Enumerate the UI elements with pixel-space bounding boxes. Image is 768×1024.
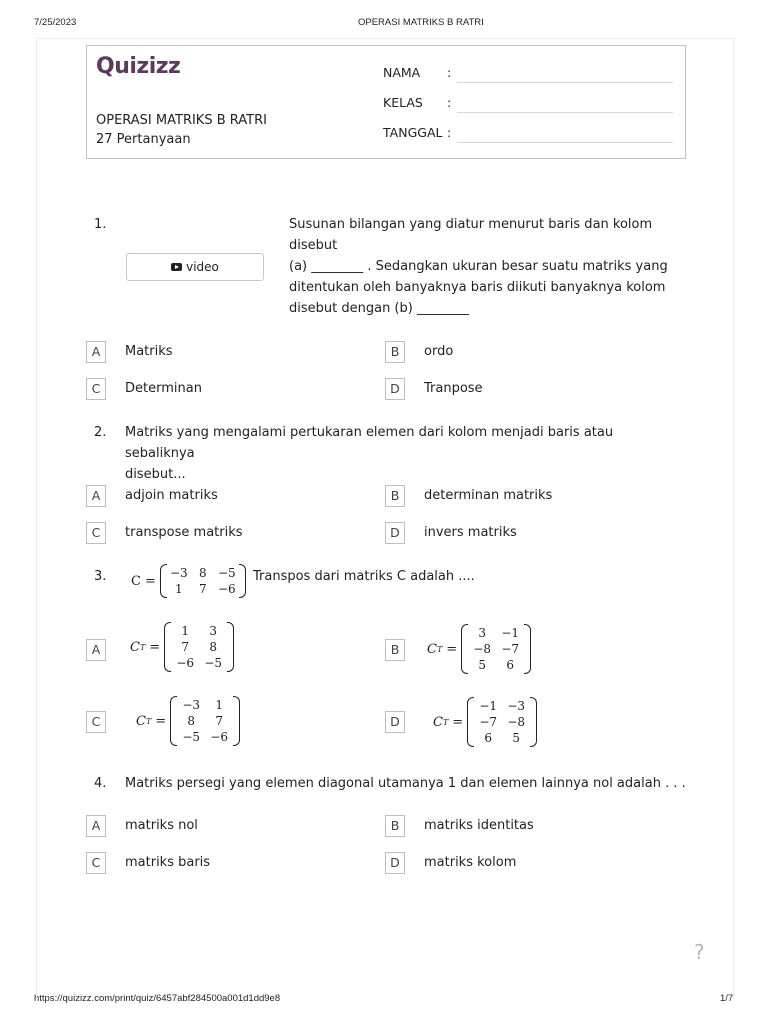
class-field: KELAS :: [383, 95, 452, 110]
name-line[interactable]: [457, 82, 673, 83]
quizizz-logo: Quizizz: [96, 54, 181, 79]
matrix-c-definition: C = −3 8 −5 1 7 −6: [131, 564, 246, 598]
option-letter: B: [385, 485, 405, 507]
video-label: video: [186, 260, 219, 274]
class-line[interactable]: [457, 112, 673, 113]
option-text[interactable]: matriks identitas: [424, 818, 534, 833]
option-letter: B: [385, 815, 405, 837]
question-text: Susunan bilangan yang diatur menurut baris dan kolom disebut (a) ________ . Sedangkan ukuran besar suatu matriks yang ditentukan oleh banyaknya baris diikuti banyaknya kolom disebut dengan (b) ________: [289, 217, 668, 316]
video-button[interactable]: [126, 253, 264, 281]
option-text[interactable]: Determinan: [125, 381, 202, 396]
print-page-number: 1/7: [720, 993, 734, 1004]
option-text[interactable]: Matriks: [125, 344, 173, 359]
option-text[interactable]: matriks nol: [125, 818, 198, 833]
option-text[interactable]: transpose matriks: [125, 525, 243, 540]
question-text: Matriks yang mengalami pertukaran elemen dari kolom menjadi baris atau sebaliknya disebut...: [125, 425, 614, 482]
option-text[interactable]: Tranpose: [424, 381, 483, 396]
option-matrix[interactable]: C T = −3 1 8 7 −5 −6: [136, 696, 240, 746]
print-date: 7/25/2023: [34, 17, 77, 28]
option-letter: D: [385, 852, 405, 874]
option-text[interactable]: determinan matriks: [424, 488, 553, 503]
print-url[interactable]: https://quizizz.com/print/quiz/6457abf284500a001d1dd9e8: [34, 993, 281, 1004]
option-matrix[interactable]: C T = 1 3 7 8 −6 −5: [130, 622, 234, 672]
date-field: TANGGAL :: [383, 125, 452, 140]
option-letter: D: [385, 378, 405, 400]
option-text[interactable]: matriks kolom: [424, 855, 517, 870]
option-letter: C: [86, 852, 106, 874]
question-text: Transpos dari matriks C adalah ....: [253, 569, 475, 584]
question-count: 27 Pertanyaan: [96, 132, 191, 147]
option-letter: A: [86, 639, 106, 661]
option-matrix[interactable]: C T = 3 −1 −8 −7 5 6: [427, 624, 531, 674]
option-letter: B: [385, 341, 405, 363]
option-text[interactable]: matriks baris: [125, 855, 211, 870]
option-text[interactable]: invers matriks: [424, 525, 517, 540]
option-text[interactable]: ordo: [424, 344, 454, 359]
option-letter: B: [385, 639, 405, 661]
option-letter: C: [86, 711, 106, 733]
name-field: NAMA :: [383, 65, 452, 80]
option-letter: A: [86, 485, 106, 507]
option-letter: D: [385, 711, 405, 733]
option-letter: A: [86, 341, 106, 363]
question-number: 4.: [94, 776, 107, 791]
option-letter: D: [385, 522, 405, 544]
quiz-header-box: [86, 45, 686, 159]
print-doc-title: OPERASI MATRIKS B RATRI: [358, 17, 484, 28]
option-matrix[interactable]: C T = −1 −3 −7 −8 6 5: [433, 697, 537, 747]
option-letter: C: [86, 522, 106, 544]
option-letter: A: [86, 815, 106, 837]
option-text[interactable]: adjoin matriks: [125, 488, 218, 503]
question-text: Matriks persegi yang elemen diagonal utamanya 1 dan elemen lainnya nol adalah . . .: [125, 776, 686, 791]
date-line[interactable]: [457, 142, 673, 143]
youtube-icon: [171, 263, 182, 271]
quiz-title: OPERASI MATRIKS B RATRI: [96, 113, 267, 128]
help-icon[interactable]: ?: [694, 940, 705, 964]
question-number: 3.: [94, 569, 107, 584]
question-number: 1.: [94, 217, 107, 232]
option-letter: C: [86, 378, 106, 400]
question-number: 2.: [94, 425, 107, 440]
